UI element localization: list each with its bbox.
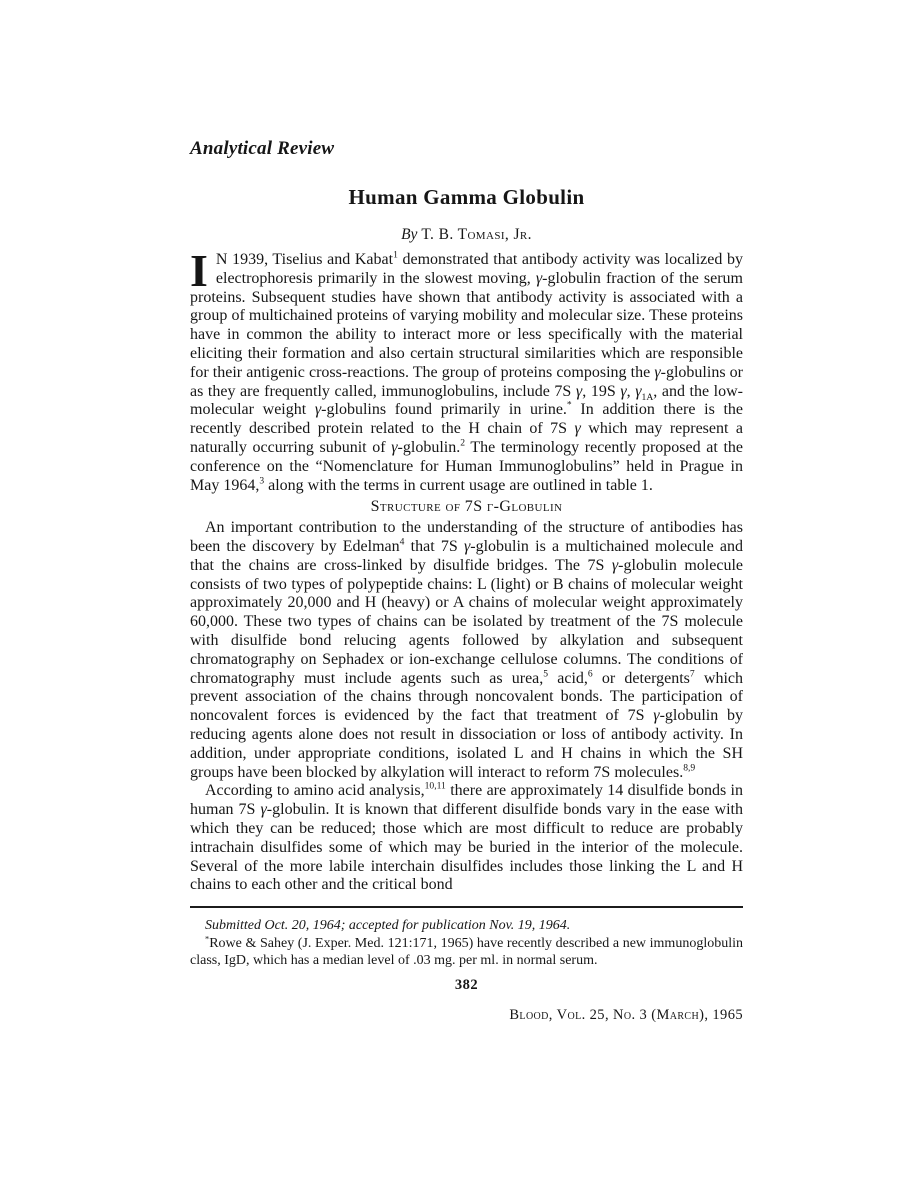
- paragraph-2: An important contribution to the understanding of the structure of antibodies has been the discovery by Edelman$^4$ that 7S γ-globulin is a multichained molecule and that the chains are cross-linked by disulfide bridges. The 7S γ-globulin molecule consists of two types of polypeptide chains: L (light) or B chains of molecular weight approximately 20,000 and H (heavy) or A chains of molecular weight approximately 60,000. These two types of chains can be isolated by treatment of the 7S molecule with disulfide bond relucing agents followed by alkylation and subsequent chromatography on Sephadex or ion-exchange cellulose columns. The conditions of chromatography must include agents such as urea,$^5$ acid,$^6$ or detergents$^7$ which prevent association of the chains through noncovalent bonds. The participation of noncovalent forces is evidenced by the fact that treatment of 7S γ-globulin by reducing agents alone does not result in dissociation or loss of antibody activity. In addition, under appropriate conditions, isolated L and H chains in which the SH groups have been blocked by alkylation will interact to reform 7S molecules.$^{8,9}$: [190, 519, 743, 781]
- byline-author: T. B. Tomasi, Jr.: [421, 226, 532, 243]
- paragraph-3: According to amino acid analysis,$^{10,11}$ there are approximately 14 disulfide bonds in human 7S γ-globulin. It is known that different disulfide bonds vary in the ease with which they can be reduced; those which are most difficult to reduce are probably intrachain disulfides some of which may be buried in the interior of the molecule. Several of the more labile interchain disulfides includes those linking the L and H chains to each other and the critical bond: [190, 780, 744, 894]
- paragraph-1-text: N 1939, Tiselius and Kabat$^1$ demonstrated that antibody activity was localized by electrophoresis primarily in the slowest moving, γ-globulin fraction of the serum proteins. Subsequent studies have shown that antibody activity is associated with a group of multichained proteins of varying mobility and molecular size. These proteins have in common the ability to interact more or less specifically with the material eliciting their formation and also certain structural similarities which are responsible for their antigenic cross-reactions. The group of proteins composing the γ-globulins or as they are frequently called, immunoglobulins, include 7S γ, 19S γ, $\gamma_{1A}$, and the low-molecular weight γ-globulins found primarily in urine.* In addition there is the recently described protein related to the H chain of 7S γ which may represent a naturally occurring subunit of γ-globulin.$^2$ The terminology recently proposed at the conference on the “Nomenclature for Human Immunoglobulins” held in Prague in May 1964,$^3$ along with the terms in current usage are outlined in table 1.: [190, 249, 744, 494]
- byline-prefix: By: [401, 226, 418, 243]
- footnote-rowe-sahey: *Rowe & Sahey (J. Exper. Med. 121:171, 1965) have recently described a new immunoglobulin class, IgD, which has a median level of .03 mg. per ml. in normal serum.: [190, 934, 743, 969]
- article-kicker: Analytical Review: [190, 138, 335, 159]
- footnote-submitted: Submitted Oct. 20, 1964; accepted for publication Nov. 19, 1964.: [205, 918, 571, 934]
- page-content: [190, 138, 743, 1024]
- article-title: Human Gamma Globulin: [348, 185, 585, 209]
- article-body: [190, 245, 744, 895]
- page-number: 382: [454, 976, 479, 993]
- journal-citation-line: Blood, Vol. 25, No. 3 (March), 1965: [509, 1006, 743, 1023]
- footnote-block: [190, 906, 743, 970]
- byline: [190, 226, 743, 244]
- drop-cap: I: [190, 245, 208, 296]
- section-heading-structure: Structure of 7S γ-Globulin: [370, 498, 563, 516]
- paragraph-1: [190, 245, 744, 495]
